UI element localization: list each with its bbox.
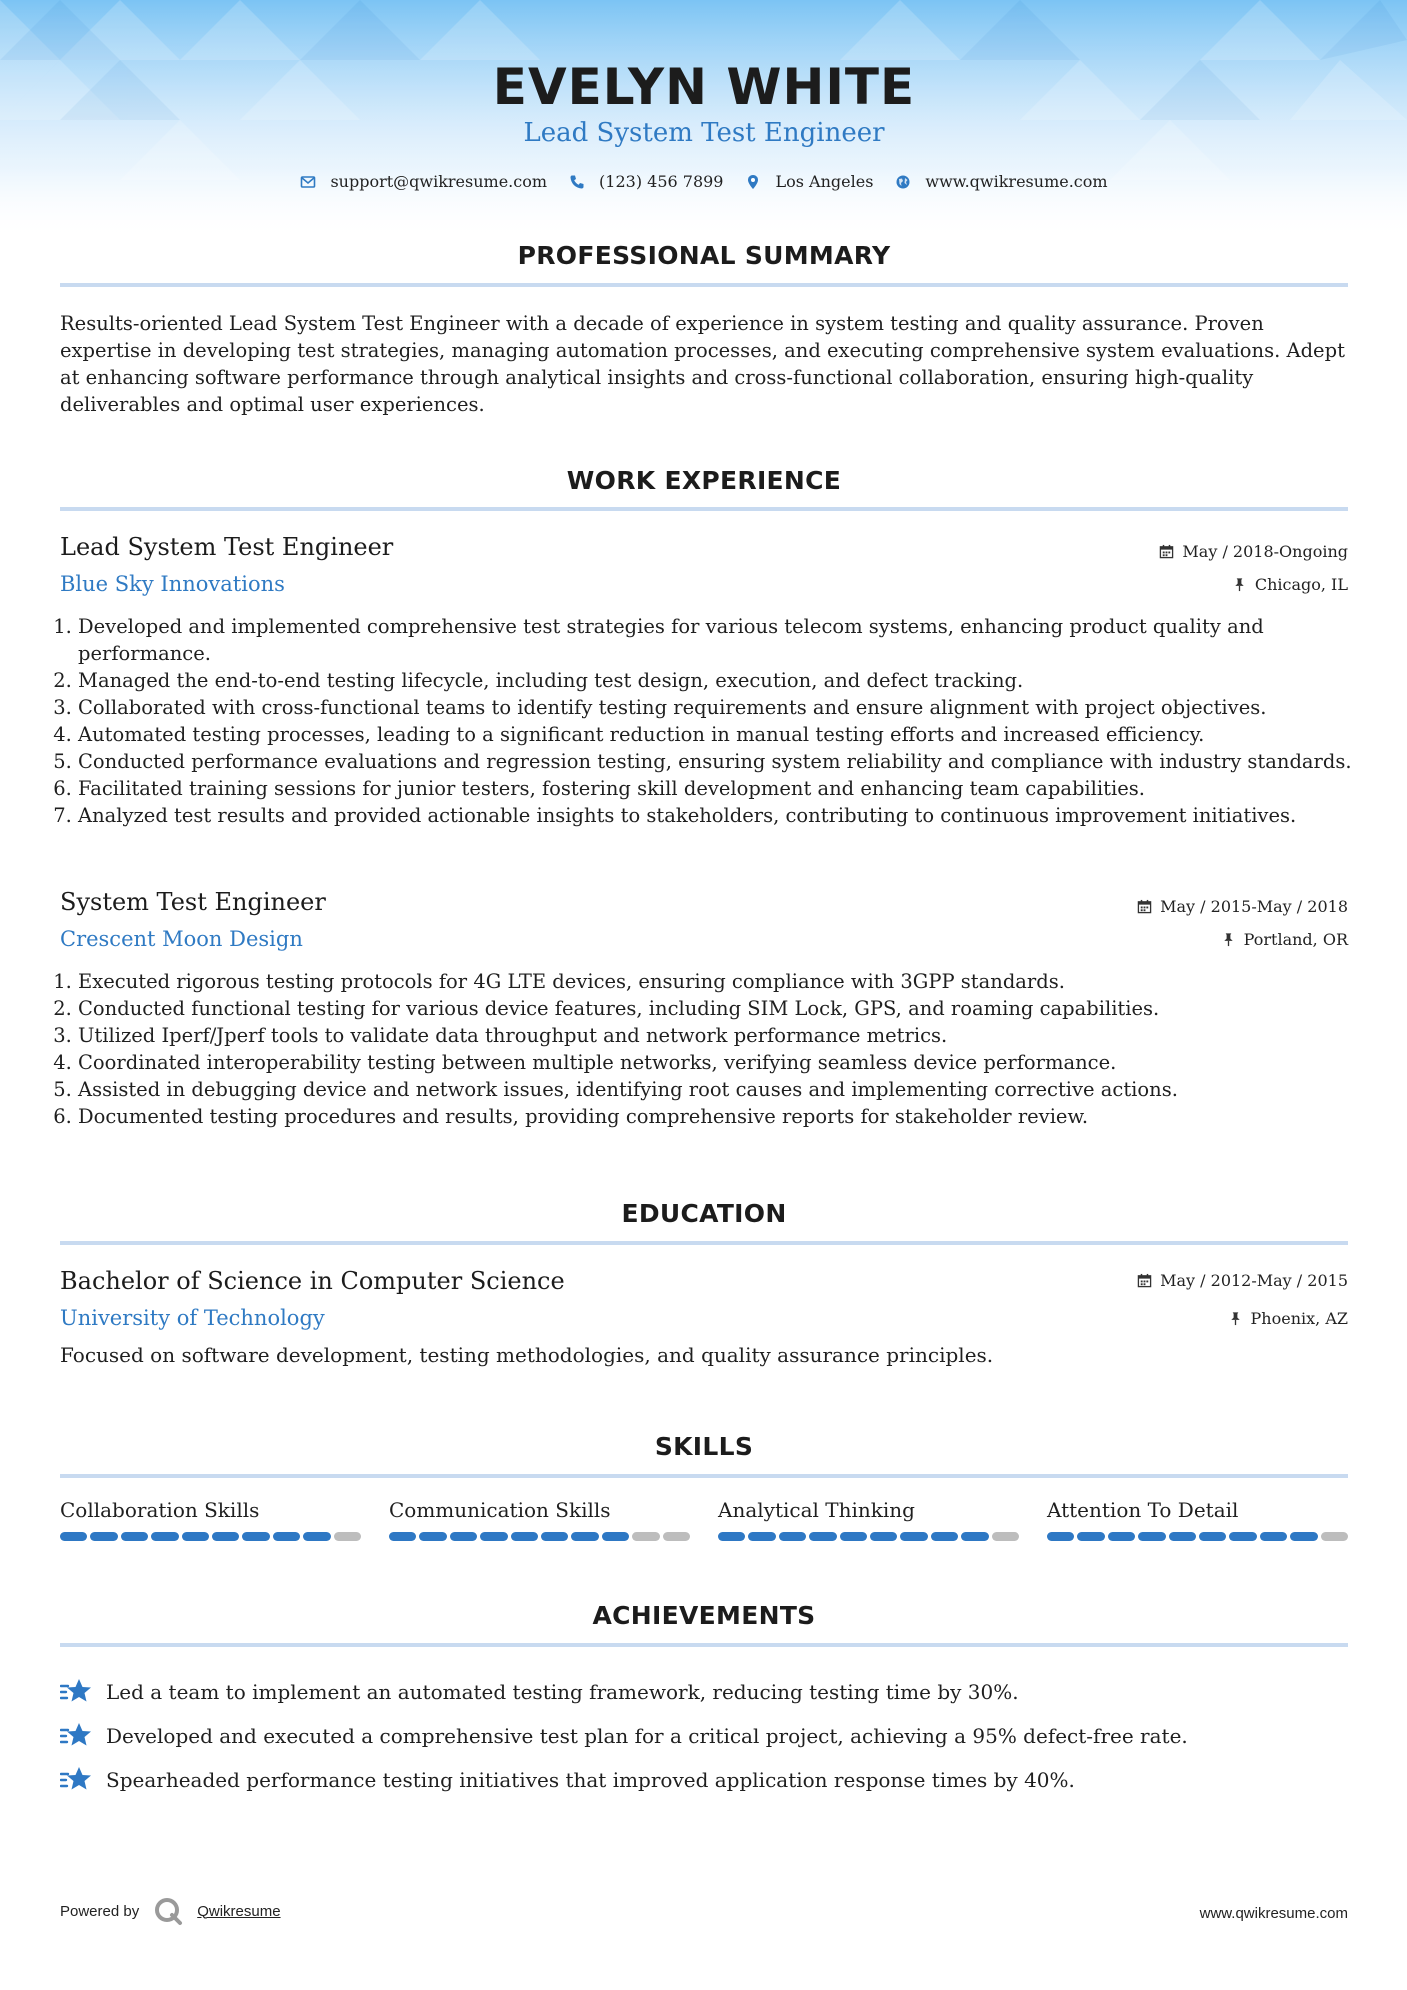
experience-divider xyxy=(60,507,1348,511)
skill-segment-filled xyxy=(1108,1532,1135,1541)
job-dates xyxy=(1159,542,1348,561)
job-bullets xyxy=(60,968,1366,1130)
contact-location xyxy=(745,172,873,191)
list-item: 6. Documented testing procedures and results, providing comprehensive reports for stakeholder review. xyxy=(78,1103,1366,1130)
skill-segment-filled xyxy=(571,1532,598,1541)
skill-segment-filled xyxy=(870,1532,897,1541)
list-item: 4. Automated testing processes, leading to a significant reduction in manual testing efforts and increased efficiency. xyxy=(78,721,1366,748)
list-item: 1. Executed rigorous testing protocols for 4G LTE devices, ensuring compliance with 3GPP standards. xyxy=(78,968,1366,995)
skill-segment-filled xyxy=(1138,1532,1165,1541)
calendar-icon xyxy=(1159,544,1174,559)
pin-icon xyxy=(1228,1311,1243,1326)
dates-text: May / 2018-Ongoing xyxy=(1182,542,1348,561)
skill-item xyxy=(60,1498,361,1541)
skill-name: Communication Skills xyxy=(389,1498,611,1522)
qwikresume-logo-icon xyxy=(153,1896,183,1926)
skill-segment-filled xyxy=(1169,1532,1196,1541)
skill-segment-empty xyxy=(632,1532,659,1541)
star-icon xyxy=(60,1677,92,1707)
skill-segment-filled xyxy=(602,1532,629,1541)
skill-item xyxy=(718,1498,1019,1541)
summary-heading: PROFESSIONAL SUMMARY xyxy=(517,241,891,270)
job-title: Lead System Test Engineer xyxy=(60,533,394,561)
skill-rating-bar xyxy=(389,1532,690,1541)
job-title: System Test Engineer xyxy=(60,888,326,916)
achievements-heading: ACHIEVEMENTS xyxy=(592,1601,816,1630)
location-text: Portland, OR xyxy=(1243,930,1348,949)
pin-icon xyxy=(1232,577,1247,592)
experience-heading: WORK EXPERIENCE xyxy=(566,466,842,495)
list-item: 3. Utilized Iperf/Jperf tools to validate data throughput and network performance metrics. xyxy=(78,1022,1366,1049)
skills-heading: SKILLS xyxy=(654,1432,754,1461)
skill-item xyxy=(389,1498,690,1541)
contact-email[interactable] xyxy=(300,172,547,191)
pin-icon xyxy=(1221,932,1236,947)
skill-segment-filled xyxy=(1229,1532,1256,1541)
skill-segment-filled xyxy=(511,1532,538,1541)
powered-by-label: Powered by xyxy=(60,1902,140,1920)
skill-segment-filled xyxy=(1077,1532,1104,1541)
skill-name: Attention To Detail xyxy=(1047,1498,1239,1522)
list-item: 7. Analyzed test results and provided actionable insights to stakeholders, contributing to continuous improvement initiatives. xyxy=(78,802,1366,829)
list-item: 6. Facilitated training sessions for junior testers, fostering skill development and enhancing team capabilities. xyxy=(78,775,1366,802)
calendar-icon xyxy=(1137,899,1152,914)
skill-segment-filled xyxy=(60,1532,87,1541)
email-text: support@qwikresume.com xyxy=(330,172,548,191)
skill-segment-filled xyxy=(931,1532,958,1541)
list-item: 5. Assisted in debugging device and network issues, identifying root causes and implementing corrective actions. xyxy=(78,1076,1366,1103)
school-name: University of Technology xyxy=(60,1306,325,1330)
skills-divider xyxy=(60,1474,1348,1478)
dates-text: May / 2012-May / 2015 xyxy=(1160,1271,1348,1290)
contact-bar xyxy=(60,172,1348,191)
skill-item xyxy=(1047,1498,1348,1541)
skill-name: Analytical Thinking xyxy=(718,1498,915,1522)
list-item: 2. Conducted functional testing for various device features, including SIM Lock, GPS, and roaming capabilities. xyxy=(78,995,1366,1022)
achievement-item xyxy=(60,1670,1348,1714)
envelope-icon xyxy=(300,174,316,190)
skill-segment-filled xyxy=(840,1532,867,1541)
skills-grid xyxy=(60,1498,1348,1541)
globe-icon xyxy=(895,174,911,190)
skill-rating-bar xyxy=(60,1532,361,1541)
star-icon xyxy=(60,1721,92,1751)
list-item: 1. Developed and implemented comprehensive test strategies for various telecom systems, enhancing product quality and performance. xyxy=(78,613,1366,667)
contact-phone[interactable] xyxy=(569,172,723,191)
company-name: Crescent Moon Design xyxy=(60,927,303,951)
website-text: www.qwikresume.com xyxy=(925,172,1108,191)
job-dates xyxy=(1137,897,1348,916)
candidate-role: Lead System Test Engineer xyxy=(523,118,885,148)
skill-rating-bar xyxy=(718,1532,1019,1541)
candidate-name: EVELYN WHITE xyxy=(492,58,916,116)
skill-segment-filled xyxy=(121,1532,148,1541)
achievement-text: Spearheaded performance testing initiatives that improved application response times by 40%. xyxy=(106,1768,1075,1792)
degree-title: Bachelor of Science in Computer Science xyxy=(60,1267,565,1295)
skill-segment-empty xyxy=(1321,1532,1348,1541)
skill-segment-filled xyxy=(1199,1532,1226,1541)
skill-segment-filled xyxy=(1290,1532,1317,1541)
skill-name: Collaboration Skills xyxy=(60,1498,260,1522)
map-marker-icon xyxy=(745,174,761,190)
skill-segment-filled xyxy=(182,1532,209,1541)
skill-segment-filled xyxy=(900,1532,927,1541)
skill-segment-empty xyxy=(663,1532,690,1541)
calendar-icon xyxy=(1137,1273,1152,1288)
location-text: Los Angeles xyxy=(775,172,874,191)
skill-segment-empty xyxy=(334,1532,361,1541)
location-text: Phoenix, AZ xyxy=(1250,1309,1348,1328)
skill-segment-filled xyxy=(480,1532,507,1541)
list-item: 2. Managed the end-to-end testing lifecycle, including test design, execution, and defect tracking. xyxy=(78,667,1366,694)
summary-divider xyxy=(60,283,1348,287)
location-text: Chicago, IL xyxy=(1254,575,1348,594)
education-dates xyxy=(1137,1271,1348,1290)
job-location xyxy=(1221,930,1348,949)
achievement-item xyxy=(60,1758,1348,1802)
skill-segment-filled xyxy=(242,1532,269,1541)
company-name: Blue Sky Innovations xyxy=(60,572,285,596)
achievement-text: Led a team to implement an automated testing framework, reducing testing time by 30%. xyxy=(106,1680,1019,1704)
skill-segment-filled xyxy=(541,1532,568,1541)
list-item: 3. Collaborated with cross-functional teams to identify testing requirements and ensure alignment with project objectives. xyxy=(78,694,1366,721)
dates-text: May / 2015-May / 2018 xyxy=(1160,897,1348,916)
brand-link[interactable]: Qwikresume xyxy=(197,1902,281,1920)
skill-segment-filled xyxy=(718,1532,745,1541)
skill-segment-empty xyxy=(992,1532,1019,1541)
education-heading: EDUCATION xyxy=(621,1199,787,1228)
list-item: 4. Coordinated interoperability testing between multiple networks, verifying seamless device performance. xyxy=(78,1049,1366,1076)
job-location xyxy=(1232,575,1348,594)
achievements-divider xyxy=(60,1643,1348,1647)
education-description: Focused on software development, testing methodologies, and quality assurance principles. xyxy=(60,1343,994,1367)
education-location xyxy=(1228,1309,1348,1328)
job-bullets xyxy=(60,613,1366,829)
skill-segment-filled xyxy=(389,1532,416,1541)
skill-segment-filled xyxy=(809,1532,836,1541)
summary-text: Results-oriented Lead System Test Engineer with a decade of experience in system testing and quality assurance. Proven expertise in developing test strategies, managing automation processes, and executing comprehensive system evaluations. Adept at enhancing software performance through analytical insights and cross-functional collaboration, ensuring high-quality deliverables and optimal user experiences. xyxy=(60,312,1345,416)
skill-segment-filled xyxy=(450,1532,477,1541)
skill-segment-filled xyxy=(273,1532,300,1541)
skill-segment-filled xyxy=(151,1532,178,1541)
star-icon xyxy=(60,1765,92,1795)
skill-segment-filled xyxy=(419,1532,446,1541)
phone-text: (123) 456 7899 xyxy=(599,172,724,191)
skill-segment-filled xyxy=(90,1532,117,1541)
skill-rating-bar xyxy=(1047,1532,1348,1541)
achievement-item xyxy=(60,1714,1348,1758)
skill-segment-filled xyxy=(212,1532,239,1541)
skill-segment-filled xyxy=(1047,1532,1074,1541)
achievement-text: Developed and executed a comprehensive test plan for a critical project, achieving a 95% defect-free rate. xyxy=(106,1724,1188,1748)
phone-icon xyxy=(569,174,585,190)
footer-website-link[interactable]: www.qwikresume.com xyxy=(1199,1905,1348,1922)
skill-segment-filled xyxy=(1260,1532,1287,1541)
list-item: 5. Conducted performance evaluations and regression testing, ensuring system reliability and compliance with industry standards. xyxy=(78,748,1366,775)
achievements-list xyxy=(60,1670,1348,1802)
contact-website[interactable] xyxy=(895,172,1107,191)
skill-segment-filled xyxy=(779,1532,806,1541)
education-divider xyxy=(60,1241,1348,1245)
skill-segment-filled xyxy=(748,1532,775,1541)
skill-segment-filled xyxy=(961,1532,988,1541)
skill-segment-filled xyxy=(303,1532,330,1541)
footer-powered-by xyxy=(60,1896,281,1926)
